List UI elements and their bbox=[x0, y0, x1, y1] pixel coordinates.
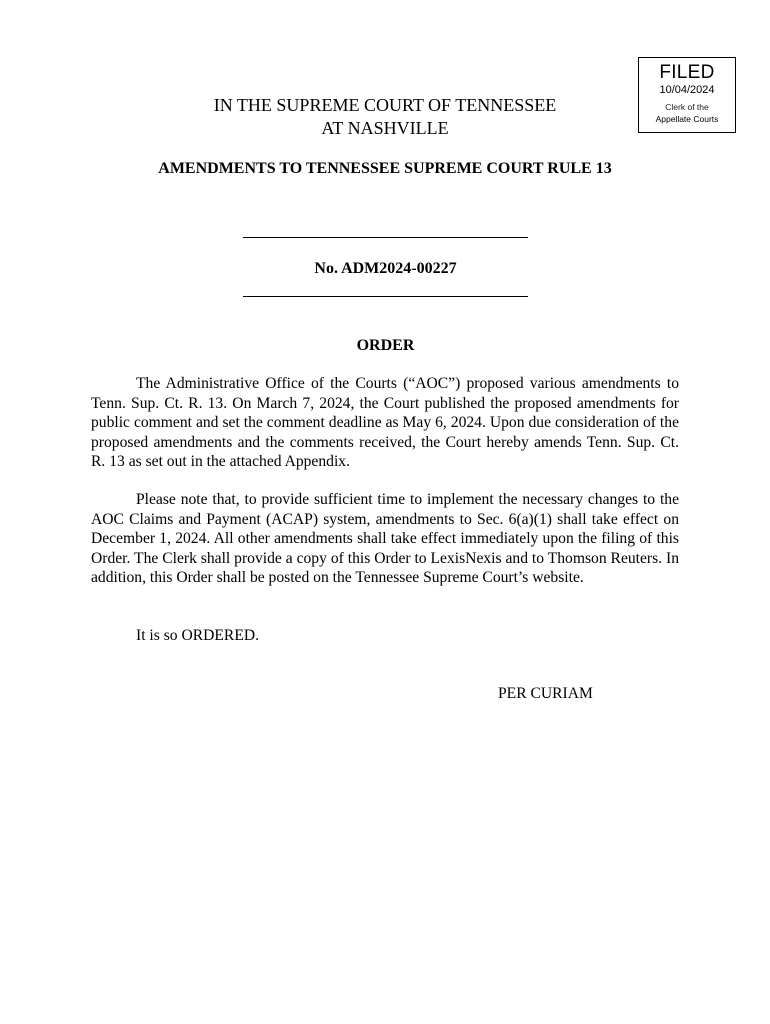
document-title: AMENDMENTS TO TENNESSEE SUPREME COURT RULE 13 bbox=[158, 160, 612, 177]
order-heading: ORDER bbox=[356, 337, 415, 354]
order-paragraph: The Administrative Office of the Courts (“AOC”) proposed various amendments to Tenn. Sup. Ct. R. 13. On March 7, 2024, the Court published the proposed amendments for public comment and set the comment deadline as May 6, 2024. Upon due consideration of the proposed amendments and the comments received, the Court hereby amends Tenn. Sup. Ct. R. 13 as set out in the attached Appendix. bbox=[91, 375, 679, 471]
court-location: AT NASHVILLE bbox=[321, 118, 449, 138]
court-name: IN THE SUPREME COURT OF TENNESSEE bbox=[213, 95, 557, 115]
filed-stamp bbox=[638, 57, 736, 133]
divider-top bbox=[243, 237, 528, 238]
divider-bottom bbox=[243, 296, 528, 297]
docket-number: No. ADM2024-00227 bbox=[314, 260, 457, 277]
order-closing: It is so ORDERED. bbox=[136, 627, 260, 644]
order-paragraph: Please note that, to provide sufficient time to implement the necessary changes to the AOC Claims and Payment (ACAP) system, amendments to Sec. 6(a)(1) shall take effect on December 1, 2024. All other amendments shall take effect immediately upon the filing of this Order. The Clerk shall provide a copy of this Order to LexisNexis and to Thomson Reuters. In addition, this Order shall be posted on the Tennessee Supreme Court’s website. bbox=[91, 491, 679, 587]
filed-stamp-courts: Appellate Courts bbox=[655, 114, 719, 124]
filed-stamp-date: 10/04/2024 bbox=[659, 84, 715, 96]
filed-stamp-title: FILED bbox=[659, 62, 715, 83]
filed-stamp-clerk: Clerk of the bbox=[665, 102, 709, 112]
court-caption bbox=[170, 94, 600, 140]
signature-per-curiam: PER CURIAM bbox=[498, 685, 593, 702]
